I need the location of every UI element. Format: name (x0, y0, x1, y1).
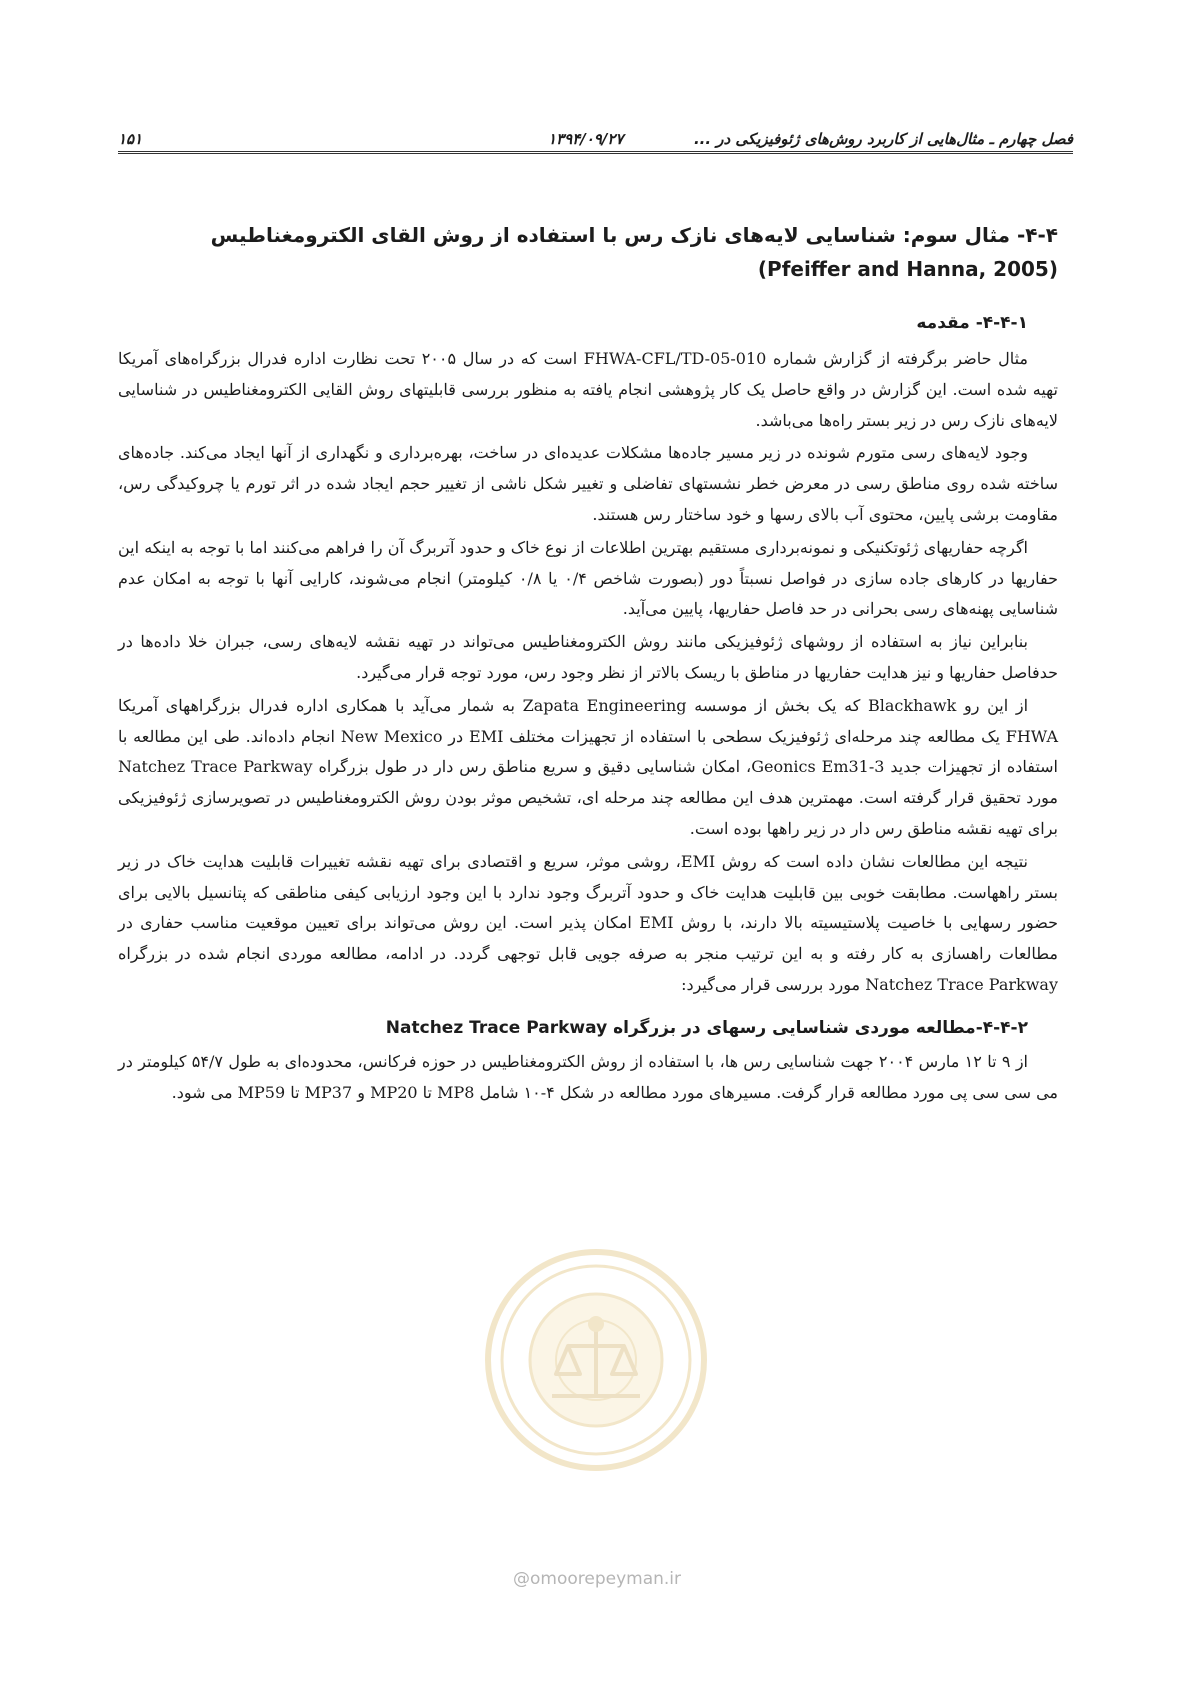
header-date: ۱۳۹۴/۰۹/۲۷ (548, 130, 624, 148)
subsection-heading-case-study: ۴-۴-۲-مطالعه موردی شناسایی رسهای در بزرگراه Natchez Trace Parkway (385, 1017, 1028, 1038)
main-content (118, 218, 1058, 1110)
running-header (118, 124, 1073, 154)
paragraph: اگرچه حفاریهای ژئوتکنیکی و نمونه‌برداری مستقیم بهترین اطلاعات از نوع خاک و حدود آتربرگ آن را فراهم می‌کنند اما با توجه به اینکه این حفاریها در کارهای جاده سازی در فواصل نسبتاً دور (بصورت شاخص ۰/۴ یا ۰/۸ کیلومتر) انجام می‌شوند، کارایی آنها با توجه به امکان عدم شناسایی پهنه‌های رسی بحرانی در حد فاصل حفاریها، پایین می‌آید. (118, 537, 1059, 619)
header-divider (118, 151, 1073, 154)
paragraph: وجود لایه‌های رسی متورم شونده در زیر مسیر جاده‌ها مشکلات عدیده‌ای در ساخت، بهره‌برداری و نگهداری از آنها ایجاد می‌کند. جاده‌های ساخته شده روی مناطق رسی در معرض خطر نشستهای تفاضلی و تغییر شکل ناشی از تغییر حجم ایجاد شده در اثر تورم یا چروکیدگی رس، مقاومت برشی پایین، محتوی آب بالای رسها و خود ساختار رس هستند. (118, 443, 1058, 524)
paragraph: مثال حاضر برگرفته از گزارش شماره FHWA-CFL/TD-05-010 است که در سال ۲۰۰۵ تحت نظارت اداره فدرال بزرگراه‌های آمریکا تهیه شده است. این گزارش در واقع حاصل یک کار پژوهشی انجام یافته به منظور بررسی قابلیتهای روش القایی الکترومغناطیس در شناسایی لایه‌های نازک رس در زیر بستر راه‌ها می‌باشد. (118, 349, 1058, 430)
section-heading: ۴-۴- مثال سوم: شناسایی لایه‌های نازک رس با استفاده از روش القای الکترومغناطیس (Pfeiffer and Hanna, 2005) (210, 223, 1058, 281)
paragraph: از این رو Blackhawk که یک بخش از موسسه Zapata Engineering به شمار می‌آید با همکاری اداره فدرال بزرگراههای آمریکا FHWA یک مطالعه چند مرحله‌ای ژئوفیزیک سطحی با استفاده از تجهیزات مختلف EMI در New Mexico انجام داده‌اند. طی این مطالعه با استفاده از تجهیزات جدید Geonics Em31-3، امکان شناسایی دقیق و سریع مناطق رس دار در طول بزرگراه Natchez Trace Parkway مورد تحقیق قرار گرفته است. مهمترین هدف این مطالعه چند مرحله ای، تشخیص موثر بودن روش الکترومغناطیس در تصویرسازی ژئوفیزیکی برای تهیه نقشه مناطق رس دار در زیر راهها بوده است. (118, 695, 1059, 838)
paragraph: نتیجه این مطالعات نشان داده است که روش EMI، روشی موثر، سریع و اقتصادی برای تهیه نقشه تغییرات قابلیت هدایت خاک در زیر بستر راههاست. مطابقت خوبی بین قابلیت هدایت خاک و حدود آتربرگ وجود ندارد با این وجود ارزیابی کیفی مناطقی که پتانسیل بالایی برای حضور رسهایی با خاصیت پلاستیسیته بالا دارند، با روش EMI امکان پذیر است. این روش می‌تواند برای تعیین موقعیت مناسب حفاری در مطالعات راهسازی به کار رفته و به این ترتیب منجر به صرفه جویی قابل توجهی گردد. در ادامه، مطالعه موردی انجام شده در بزرگراه Natchez Trace Parkway مورد بررسی قرار می‌گیرد: (118, 851, 1059, 994)
chapter-title: فصل چهارم ـ مثال‌هایی از کاربرد روش‌های ژئوفیزیکی در ... (693, 130, 1073, 148)
seal-watermark-icon (482, 1246, 710, 1474)
paragraph: بنابراین نیاز به استفاده از روشهای ژئوفیزیکی مانند روش الکترومغناطیس می‌تواند در تهیه نقشه لایه‌های رسی، جبران خلا داده‌ها در حدفاصل حفاریها و نیز هدایت حفاریها در مناطق با ریسک بالاتر از نظر وجود رس، مورد توجه قرار می‌گیرد. (118, 632, 1058, 682)
paragraph: از ۹ تا ۱۲ مارس ۲۰۰۴ جهت شناسایی رس ها، با استفاده از روش الکترومغناطیس در حوزه فرکانس، محدوده‌ای به طول ۵۴/۷ کیلومتر در می سی سی پی مورد مطالعه قرار گرفت. مسیرهای مورد مطالعه در شکل ۴-۱۰ شامل MP8 تا MP20 و MP37 تا MP59 می شود. (118, 1051, 1058, 1102)
subsection-heading-intro: ۴-۴-۱- مقدمه (916, 313, 1028, 333)
watermark-text: @omoorepeyman.ir (512, 1569, 682, 1589)
page-number: ۱۵۱ (118, 130, 143, 148)
